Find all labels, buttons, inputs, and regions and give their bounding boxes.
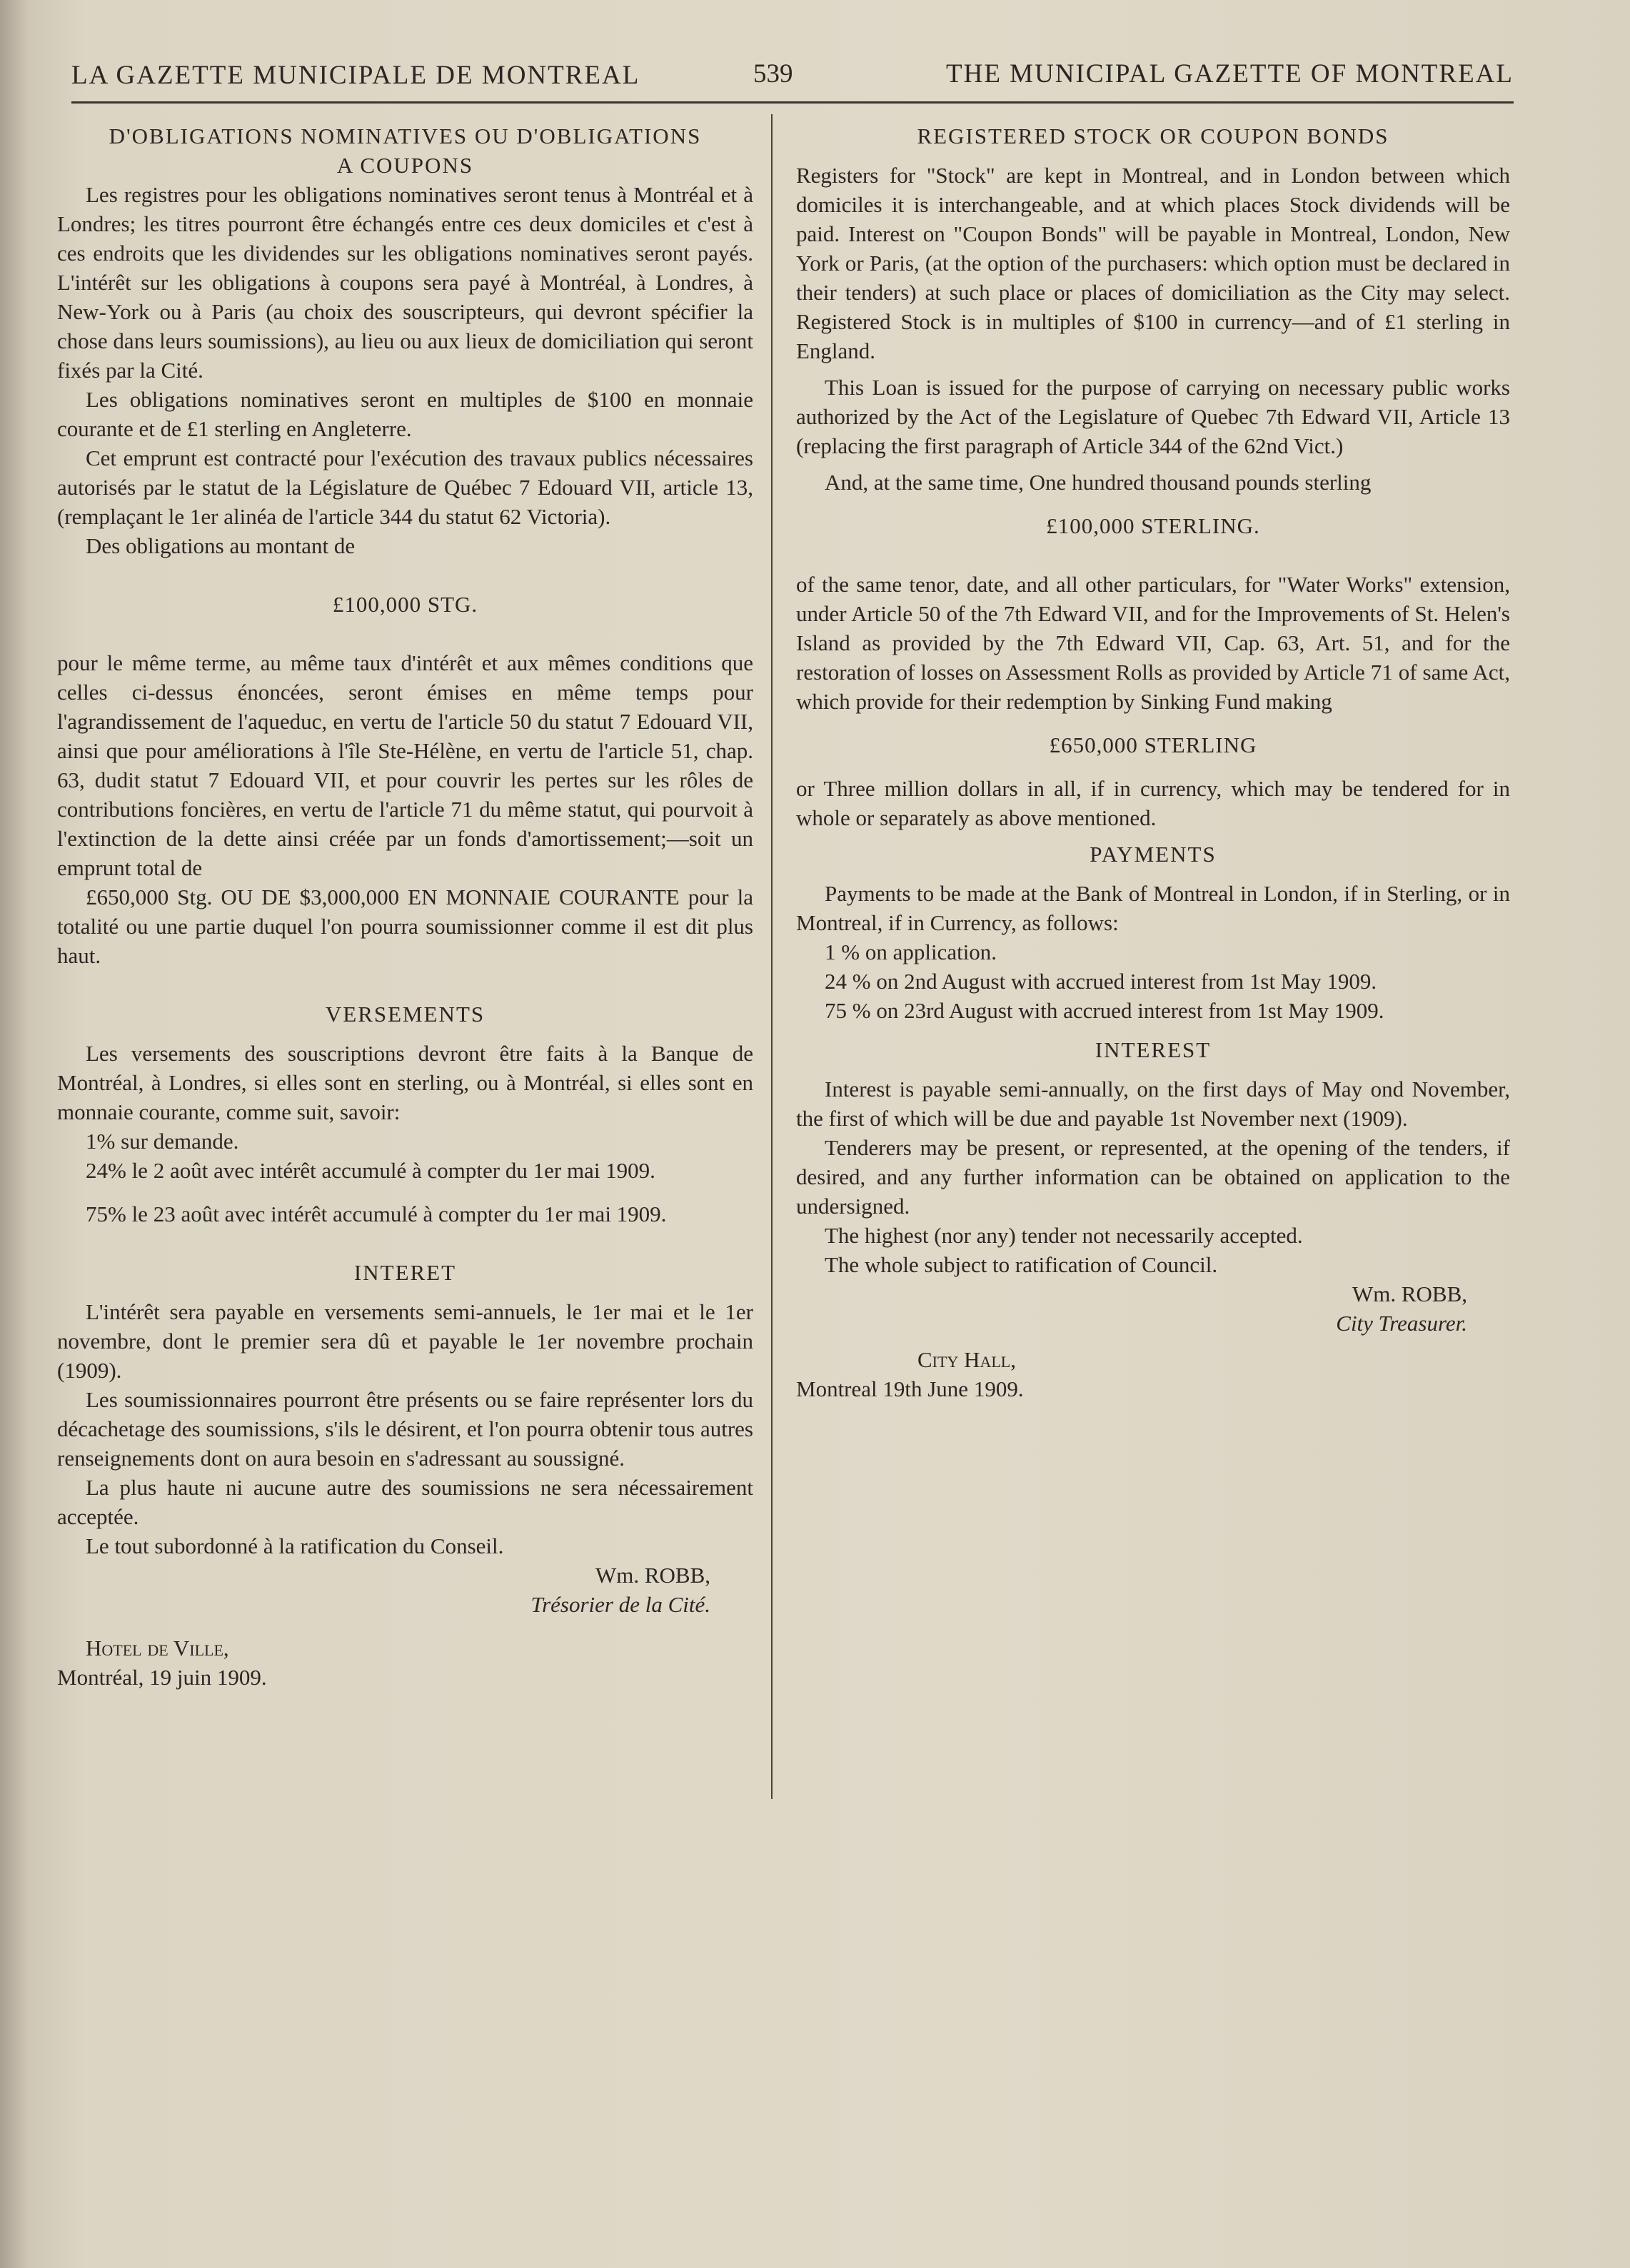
header-english-title: THE MUNICIPAL GAZETTE OF MONTREAL [946, 59, 1514, 89]
en-payment-1: 1 % on application. [825, 939, 997, 964]
fr-heading-interet: INTERET [353, 1260, 457, 1285]
fr-amount-100000: £100,000 STG. [332, 592, 478, 617]
fr-paragraph-interet: L'intérêt sera payable en versements semi-annuels, le 1er mai et le 1er novembre, dont le premier sera dû et payable le 1er novembre prochain (1909). [57, 1299, 753, 1383]
fr-payment-1: 1% sur demande. [86, 1129, 239, 1154]
fr-place: Hotel de Ville, [86, 1636, 229, 1660]
en-heading-payments: PAYMENTS [1090, 842, 1217, 867]
en-payment-75: 75 % on 23rd August with accrued interest from 1st May 1909. [825, 998, 1384, 1023]
en-date: Montreal 19th June 1909. [796, 1376, 1024, 1401]
en-paragraph-tenderers: Tenderers may be present, or represented, at the opening of the tenders, if desired, and any further information can be obtained on application to the undersigned. [796, 1135, 1510, 1219]
en-paragraph-three-million: or Three million dollars in all, if in currency, which may be tendered for in whole or separately as above mentioned. [796, 776, 1510, 830]
en-paragraph-highest: The highest (nor any) tender not necessarily accepted. [825, 1223, 1303, 1248]
fr-heading-obligations: D'OBLIGATIONS NOMINATIVES OU D'OBLIGATIONS [109, 124, 702, 148]
en-paragraph-payments: Payments to be made at the Bank of Montreal in London, if in Sterling, or in Montreal, if in Currency, as follows: [796, 881, 1510, 935]
en-paragraph-same-time: And, at the same time, One hundred thousand pounds sterling [825, 470, 1372, 495]
fr-paragraph-ratification: Le tout subordonné à la ratification du Conseil. [86, 1533, 504, 1558]
fr-paragraph-amount-intro: Des obligations au montant de [86, 533, 356, 558]
fr-paragraph-plus-haute: La plus haute ni aucune autre des soumissions ne sera nécessairement acceptée. [57, 1475, 753, 1529]
en-paragraph-same-tenor: of the same tenor, date, and all other particulars, for "Water Works" extension, under Article 50 of the 7th Edward VII, and for the Improvements of St. Helen's Island as provided by the 7th Edward VII, Cap. 63, Art. 51, and for the restoration of losses on Assessment Rolls as provided by Article 71 of same Act, which provide for their redemption by Sinking Fund making [796, 572, 1510, 714]
fr-paragraph-soumissionnaires: Les soumissionnaires pourront être présents ou se faire représenter lors du décachetage des soumissions, s'ils le désirent, et l'on pourra obtenir tous autres renseignements dont on aura besoin en s'adressant au soussigné. [57, 1387, 753, 1471]
fr-paragraph-total: £650,000 Stg. OU DE $3,000,000 EN MONNAIE COURANTE pour la totalité ou une partie duquel l'on pourra soumissionner comme il est dit plus haut. [57, 884, 753, 968]
fr-date: Montréal, 19 juin 1909. [57, 1665, 267, 1690]
fr-signature-title: Trésorier de la Cité. [530, 1592, 710, 1617]
en-heading-registered-stock: REGISTERED STOCK OR COUPON BONDS [917, 124, 1389, 148]
en-amount-100000: £100,000 STERLING. [1046, 513, 1260, 538]
page-header [71, 43, 1514, 100]
en-amount-650000: £650,000 STERLING [1049, 732, 1257, 757]
en-paragraph-interest: Interest is payable semi-annually, on the first days of May ond November, the first of which will be due and payable 1st November next (1909). [796, 1077, 1510, 1131]
fr-paragraph-loan-purpose: Cet emprunt est contracté pour l'exécution des travaux publics nécessaires autorisés par le statut de la Législature de Québec 7 Edouard VII, article 13, (remplaçant le 1er alinéa de l'article 344 du statut 62 Victoria). [57, 445, 753, 529]
en-paragraph-registers: Registers for "Stock" are kept in Montreal, and in London between which domiciles it is interchangeable, and at which places Stock dividends will be paid. Interest on "Coupon Bonds" will be payable in Montreal, London, New York or Paris, (at the option of the purchasers: which option must be declared in their tenders) at such place or places of domiciliation as the City may select. Registered Stock is in multiples of $100 in currency—and of £1 sterling in England. [796, 163, 1510, 363]
header-french-title: LA GAZETTE MUNICIPALE DE MONTREAL [71, 61, 640, 90]
en-signature-title: City Treasurer. [1336, 1311, 1467, 1336]
fr-heading-versements: VERSEMENTS [325, 1002, 486, 1027]
fr-paragraph-registers: Les registres pour les obligations nominatives seront tenus à Montréal et à Londres; les titres pourront être échangés entre ces deux domiciles et c'est à ces endroits que les dividendes sur les obligations nominatives seront payés. L'intérêt sur les obligations à coupons sera payé à Montréal, à Londres, à New-York ou à Paris (au choix des souscripteurs, qui devront spécifier la chose dans leurs soumissions), au lieu ou aux lieux de domiciliation qui seront fixés par la Cité. [57, 182, 753, 383]
fr-paragraph-versements: Les versements des souscriptions devront être faits à la Banque de Montréal, à Londres, si elles sont en sterling, ou à Montréal, si elles sont en monnaie courante, comme suit, savoir: [57, 1041, 753, 1124]
fr-signature-name: Wm. ROBB, [595, 1563, 710, 1588]
fr-payment-24: 24% le 2 août avec intérêt accumulé à compter du 1er mai 1909. [86, 1158, 655, 1183]
fr-paragraph-multiples: Les obligations nominatives seront en multiples de $100 en monnaie courante et de £1 sterling en Angleterre. [57, 387, 753, 441]
fr-heading-coupons: A COUPONS [336, 153, 474, 178]
en-paragraph-ratification: The whole subject to ratification of Council. [825, 1252, 1218, 1277]
page-number: 539 [753, 59, 793, 89]
en-paragraph-loan-purpose: This Loan is issued for the purpose of carrying on necessary public works authorized by the Act of the Legislature of Quebec 7th Edward VII, Article 13 (replacing the first paragraph of Article 344 of the 62nd Vict.) [796, 375, 1510, 458]
en-heading-interest: INTEREST [1095, 1037, 1212, 1062]
en-signature-name: Wm. ROBB, [1352, 1281, 1467, 1306]
english-column [796, 121, 1510, 1403]
header-rule [71, 101, 1514, 104]
en-payment-24: 24 % on 2nd August with accrued interest from 1st May 1909. [825, 969, 1377, 994]
en-place: City Hall, [917, 1347, 1016, 1372]
fr-payment-75: 75% le 23 août avec intérêt accumulé à compter du 1er mai 1909. [86, 1201, 667, 1226]
french-column [57, 121, 753, 1692]
column-divider [771, 114, 773, 1799]
fr-paragraph-same-terms: pour le même terme, au même taux d'intérêt et aux mêmes conditions que celles ci-dessus énoncées, seront émises en même temps pour l'agrandissement de l'aqueduc, en vertu de l'article 50 du statut 7 Edouard VII, ainsi que pour améliorations à l'île Ste-Hélène, en vertu de l'article 51, chap. 63, dudit statut 7 Edouard VII, et pour couvrir les pertes sur les rôles de contributions foncières, en vertu de l'article 71 du même statut, qui pourvoit à l'extinction de la dette ainsi créée par un fonds d'amortissement;—soit un emprunt total de [57, 650, 753, 880]
